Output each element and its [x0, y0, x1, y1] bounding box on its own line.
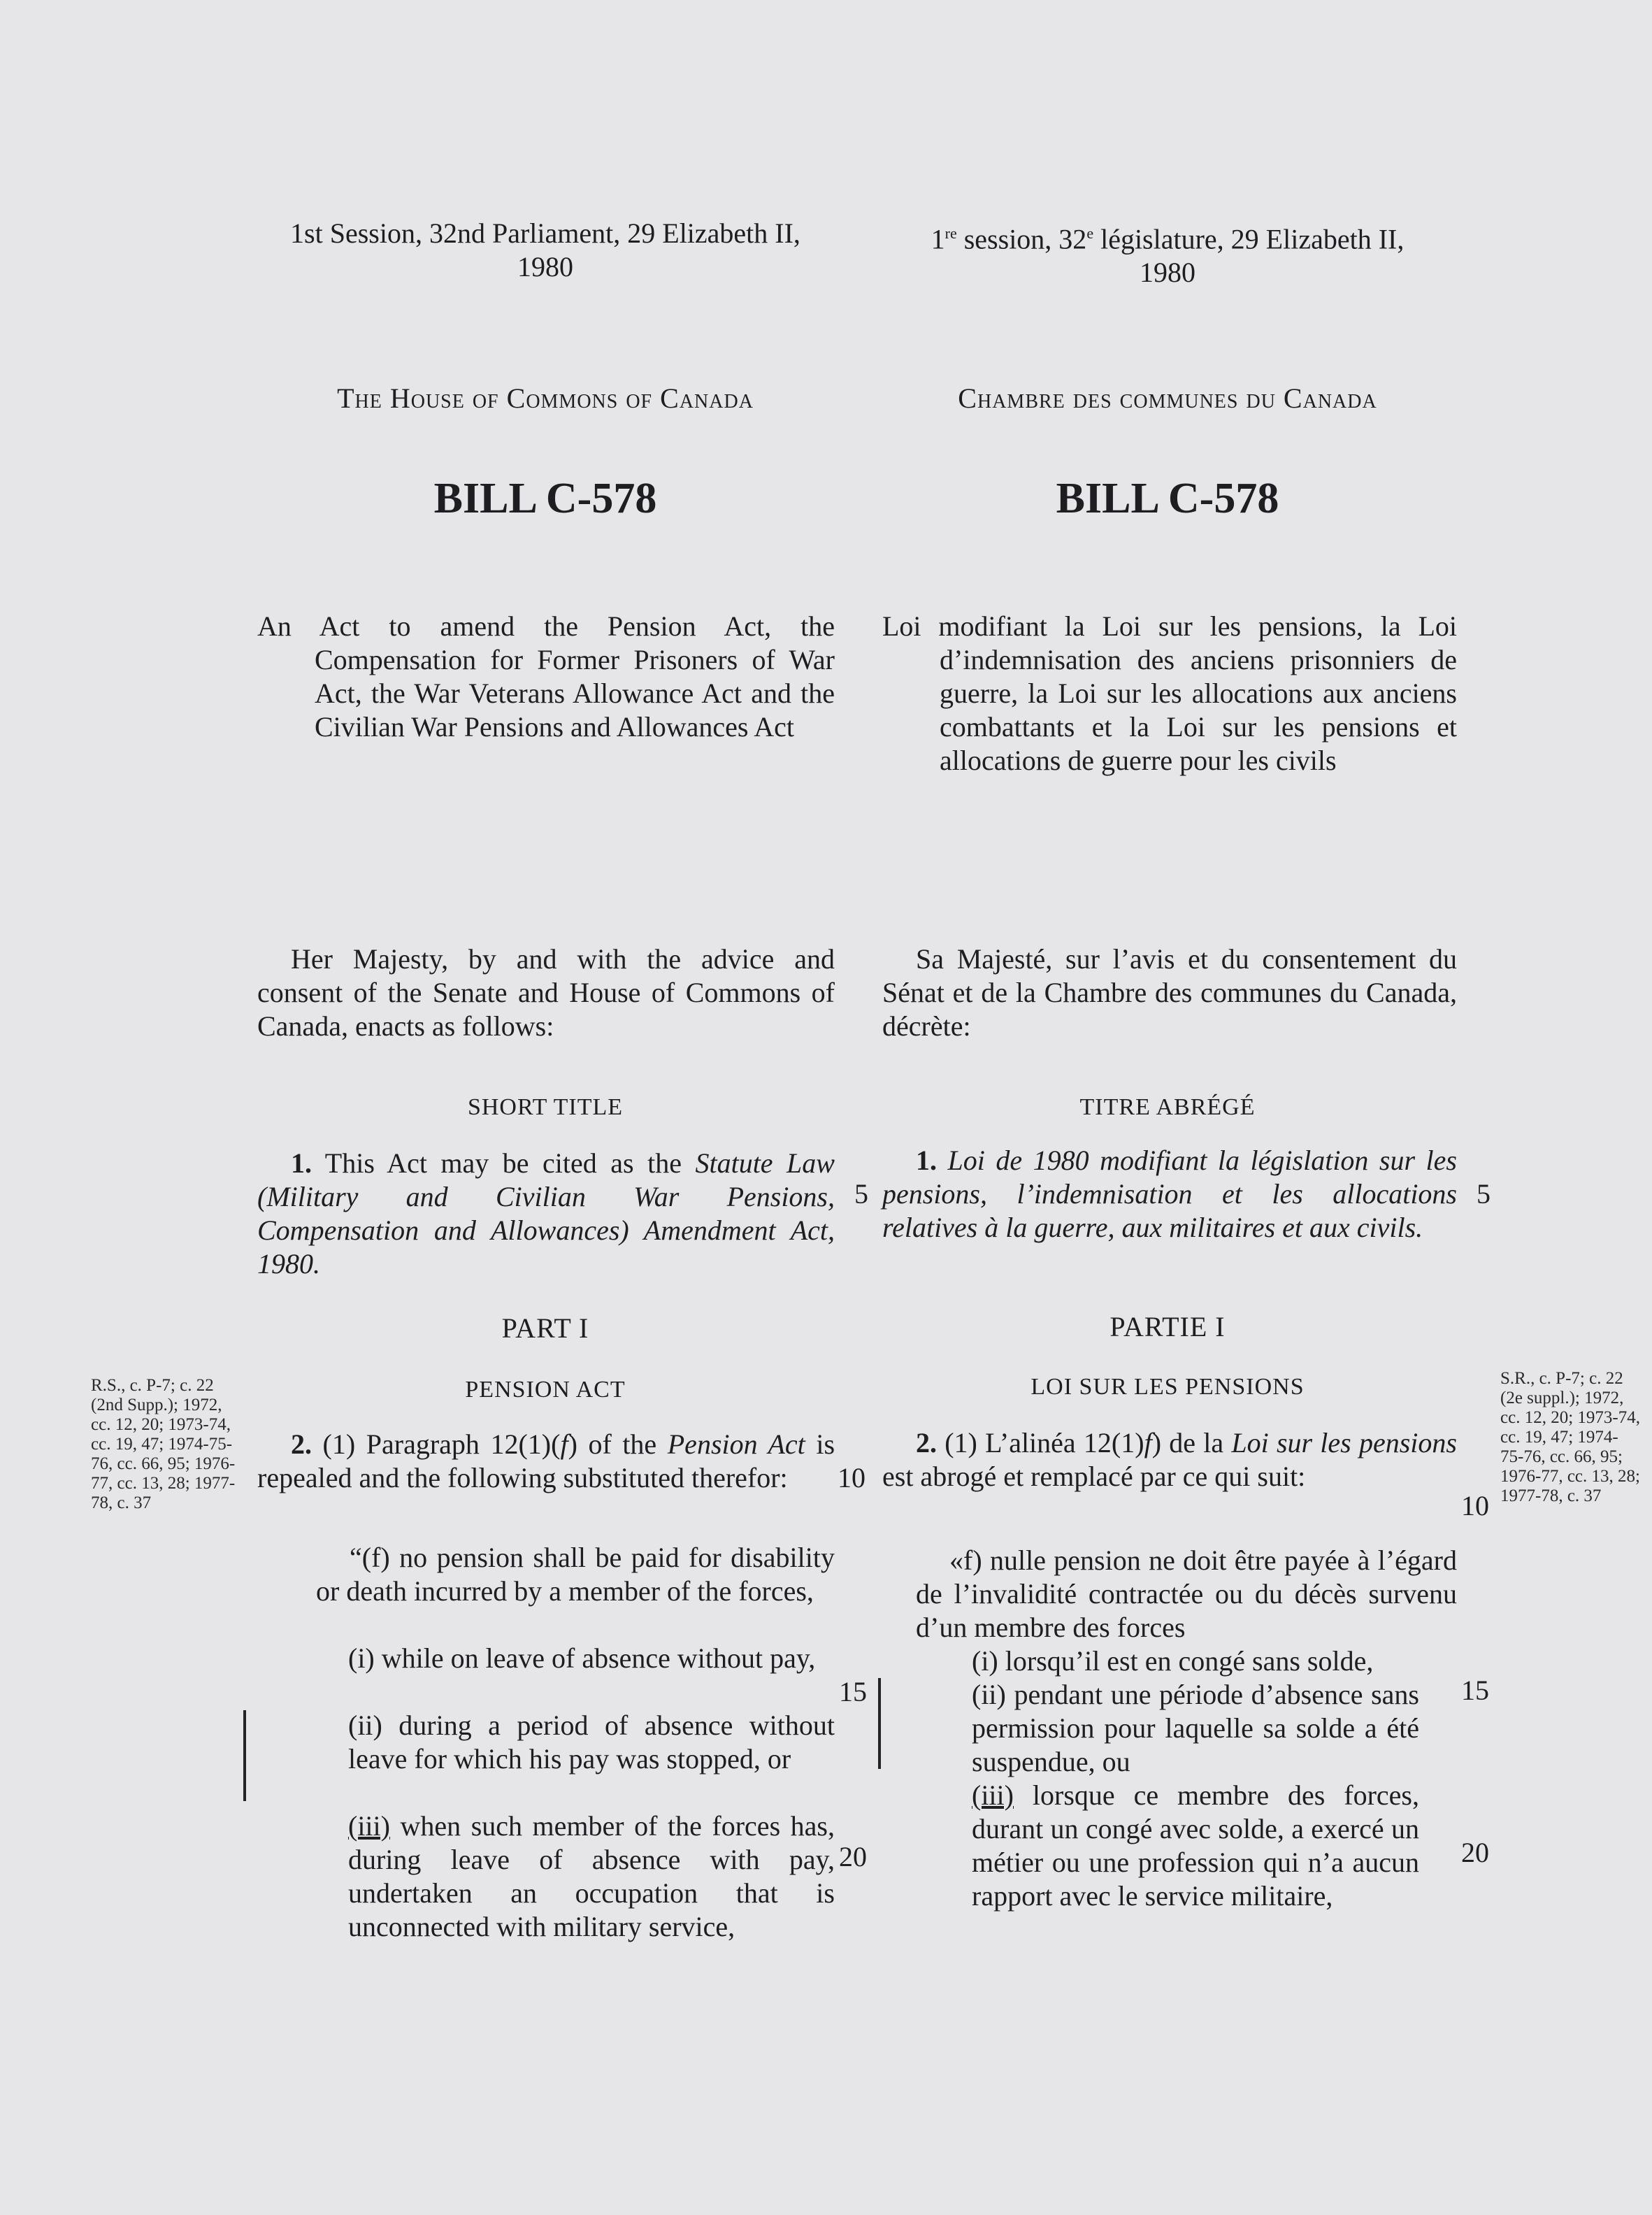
fr-section-1-title: Loi de 1980 modifiant la législation sur les pensions, l’indemnisation et les allocations relatives à la guerre, aux militaires et aux civils.	[882, 1145, 1457, 1243]
en-section-1	[257, 1147, 835, 1281]
en-house-heading: The House of Commons of Canada	[337, 382, 754, 414]
en-subpara-iii-text: when such member of the forces has, during leave of absence with pay, undertaken an occupation that is unconnected with military service,	[348, 1810, 835, 1942]
en-section-2-lead: (1) Paragraph 12(1)(	[312, 1428, 561, 1460]
en-session-text: 1st Session, 32nd Parliament, 29 Elizabeth II,	[290, 217, 800, 249]
fr-subpara-iii	[972, 1779, 1419, 1913]
en-enacting-clause: Her Majesty, by and with the advice and consent of the Senate and House of Commons of Canada, enacts as follows:	[257, 943, 835, 1042]
en-act-heading: PENSION ACT	[465, 1377, 626, 1403]
en-paragraph-f: “(f) no pension shall be paid for disability or death incurred by a member of the forces,	[316, 1542, 835, 1607]
fr-section-2-f: f	[1144, 1427, 1152, 1458]
fr-subpara-i: (i) lorsqu’il est en congé sans solde,	[972, 1645, 1374, 1677]
fr-enacting-clause: Sa Majesté, sur l’avis et du consentement du Sénat et de la Chambre des communes du Canada, décrète:	[882, 943, 1457, 1042]
fr-session-mid: session, 32	[956, 223, 1087, 255]
fr-section-2-mid: ) de la	[1151, 1427, 1232, 1458]
line-number-15-en: 15	[839, 1676, 867, 1707]
fr-margin-note: S.R., c. P-7; c. 22 (2e suppl.); 1972, cc. 12, 20; 1973-74, cc. 19, 47; 1974-75-76, cc. 66, 95; 1976-77, cc. 13, 28; 1977-78, c. 37	[1500, 1369, 1640, 1505]
en-subpara-iii	[348, 1809, 835, 1944]
fr-section-2-rest: est abrogé et remplacé par ce qui suit:	[882, 1461, 1306, 1492]
line-number-5-fr: 5	[1477, 1178, 1491, 1210]
en-section-1-text: This Act may be cited as the	[312, 1147, 696, 1179]
en-short-title-heading: SHORT TITLE	[467, 1094, 624, 1120]
fr-subpara-iii-text: lorsque ce membre des forces, durant un congé avec solde, a exercé un métier ou une profession qui n’a aucun rapport avec le service militaire,	[972, 1779, 1419, 1912]
en-long-title: An Act to amend the Pension Act, the Compensation for Former Prisoners of War Act, the War Veterans Allowance Act and the Civilian War Pensions and Allowances Act	[257, 610, 835, 743]
fr-act-heading: LOI SUR LES PENSIONS	[1030, 1374, 1305, 1400]
en-section-2-intro	[257, 1428, 835, 1495]
en-subpara-ii: (ii) during a period of absence without leave for which his pay was stopped, or	[348, 1709, 835, 1775]
fr-session-ordinal: 1	[931, 223, 945, 255]
fr-session-sup2: e	[1086, 224, 1094, 242]
line-number-20-fr: 20	[1461, 1837, 1489, 1868]
fr-bill-number: BILL C-578	[1056, 475, 1279, 522]
en-bill-number: BILL C-578	[433, 475, 657, 522]
fr-part-heading: PARTIE I	[1109, 1311, 1226, 1342]
fr-session-sup: re	[944, 224, 957, 242]
fr-section-2-lead: (1) L’alinéa 12(1)	[937, 1427, 1144, 1458]
fr-session-year: 1980	[1140, 257, 1195, 289]
en-subpara-iii-num: (iii)	[348, 1810, 390, 1842]
fr-section-2-intro	[882, 1426, 1457, 1493]
fr-long-title: Loi modifiant la Loi sur les pensions, la Loi d’indemnisation des anciens prisonniers de guerre, la Loi sur les allocations aux anciens combattants et la Loi sur les pensions et allocations de guerre pour les civils	[882, 610, 1457, 776]
fr-session-text	[874, 217, 1461, 256]
en-part-heading: PART I	[501, 1312, 589, 1344]
en-section-1-title: Statute Law (Military and Civilian War Pensions, Compensation and Allowances) Amendment Act, 1980.	[257, 1147, 835, 1279]
en-margin-note: R.S., c. P-7; c. 22 (2nd Supp.); 1972, cc. 12, 20; 1973-74, cc. 19, 47; 1974-75-76, cc. 66, 95; 1976-77, cc. 13, 28; 1977-78, c. 37	[91, 1376, 236, 1512]
line-number-10-en: 10	[838, 1462, 865, 1493]
en-section-2-f: f	[560, 1428, 568, 1460]
en-section-1-num: 1.	[291, 1147, 312, 1179]
fr-house-heading: Chambre des communes du Canada	[958, 382, 1377, 414]
fr-section-2-act: Loi sur les pensions	[1231, 1427, 1457, 1458]
fr-short-title-heading: TITRE ABRÉGÉ	[1079, 1094, 1256, 1120]
fr-section-2-num: 2.	[916, 1427, 937, 1458]
fr-session-rest: législature, 29 Elizabeth II,	[1093, 223, 1405, 255]
fr-subpara-iii-num: (iii)	[972, 1779, 1014, 1811]
fr-subpara-ii: (ii) pendant une période d’absence sans permission pour laquelle sa solde a été suspendue, ou	[972, 1679, 1419, 1777]
line-number-20-en: 20	[839, 1841, 867, 1872]
revision-bar-center	[878, 1678, 881, 1769]
en-session-year: 1980	[517, 251, 573, 282]
en-section-2-mid: ) of the	[568, 1428, 668, 1460]
revision-bar-left	[243, 1710, 246, 1801]
en-subpara-i: (i) while on leave of absence without pay,	[348, 1642, 816, 1674]
line-number-5-en: 5	[854, 1178, 868, 1210]
fr-section-1-num: 1.	[916, 1145, 937, 1176]
en-session-line	[259, 217, 832, 284]
en-section-2-num: 2.	[291, 1428, 312, 1460]
fr-paragraph-f: «f) nulle pension ne doit être payée à l’égard de l’invalidité contractée ou du décès survenu d’un membre des forces	[916, 1544, 1457, 1643]
en-section-2-rest: is repealed and the following substituted therefor:	[257, 1428, 835, 1493]
line-number-15-fr: 15	[1461, 1675, 1489, 1706]
fr-section-1	[882, 1144, 1457, 1245]
line-number-10-fr: 10	[1461, 1490, 1489, 1521]
en-section-2-act: Pension Act	[667, 1428, 805, 1460]
fr-session-line	[874, 217, 1461, 289]
